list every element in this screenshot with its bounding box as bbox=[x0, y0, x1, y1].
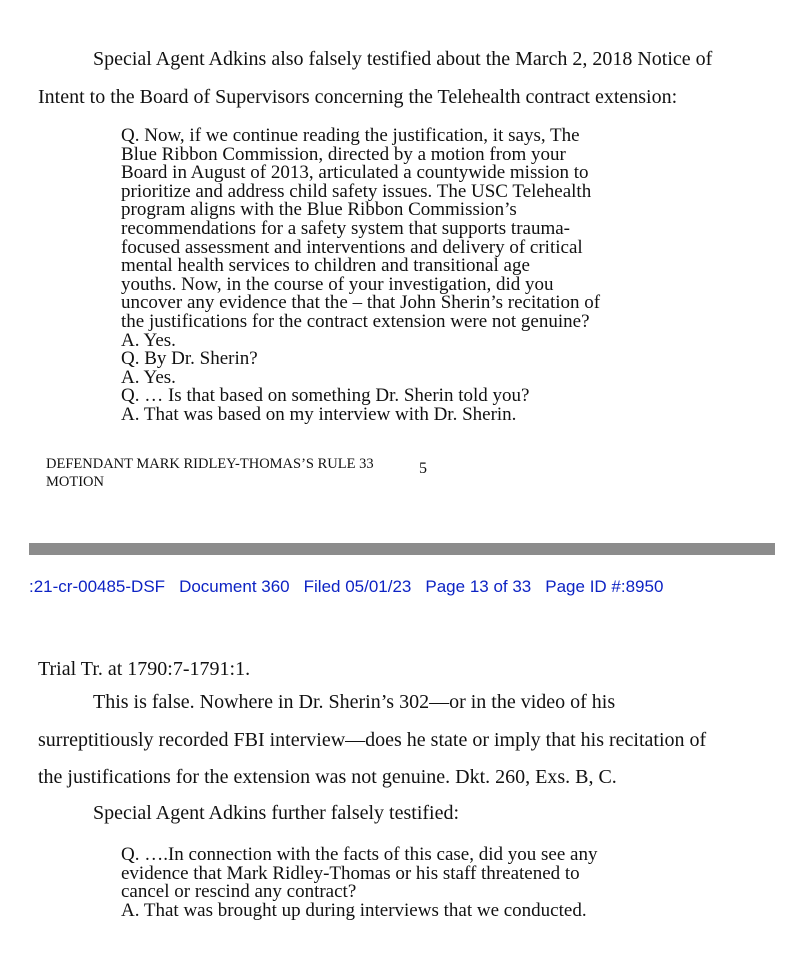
quote-line: evidence that Mark Ridley-Thomas or his staff threatened to bbox=[121, 862, 580, 884]
quote-line: Q. By Dr. Sherin? bbox=[121, 348, 258, 370]
case-number: :21-cr-00485-DSF bbox=[29, 577, 166, 596]
testimony-block-quote bbox=[121, 127, 600, 425]
quote-line: Blue Ribbon Commission, directed by a motion from your bbox=[121, 143, 566, 165]
document-number: Document 360 bbox=[179, 577, 290, 596]
intro-paragraph-2: Special Agent Adkins further falsely testified: bbox=[93, 802, 460, 824]
citation: Trial Tr. at 1790:7-1791:1. bbox=[38, 658, 251, 680]
quote-line: A. Yes. bbox=[121, 329, 176, 351]
body-paragraph-line-1: This is false. Nowhere in Dr. Sherin’s 302—or in the video of his bbox=[93, 691, 616, 713]
body-paragraph-line-2: surreptitiously recorded FBI interview—does he state or imply that his recitation of bbox=[38, 729, 707, 751]
quote-line: Q. Now, if we continue reading the justification, it says, The bbox=[121, 125, 580, 146]
footer-line-1: DEFENDANT MARK RIDLEY-THOMAS’S RULE 33 bbox=[46, 456, 374, 472]
filing-header bbox=[29, 577, 677, 597]
quote-line: the justifications for the contract extension were not genuine? bbox=[121, 310, 590, 332]
quote-line: Q. ….In connection with the facts of this case, did you see any bbox=[121, 844, 598, 865]
quote-line: youths. Now, in the course of your investigation, did you bbox=[121, 273, 554, 295]
body-paragraph-line-3: the justifications for the extension was not genuine. Dkt. 260, Exs. B, C. bbox=[38, 766, 617, 788]
page-footer-title bbox=[46, 455, 374, 491]
quote-line: program aligns with the Blue Ribbon Commission’s bbox=[121, 199, 517, 221]
footer-line-2: MOTION bbox=[46, 474, 104, 490]
quote-line: A. Yes. bbox=[121, 366, 176, 388]
intro-paragraph-line-2: Intent to the Board of Supervisors concerning the Telehealth contract extension: bbox=[38, 86, 678, 108]
quote-line: cancel or rescind any contract? bbox=[121, 881, 357, 903]
filed-date: Filed 05/01/23 bbox=[303, 577, 412, 596]
quote-line: mental health services to children and transitional age bbox=[121, 255, 530, 277]
quote-line: A. That was based on my interview with Dr. Sherin. bbox=[121, 403, 517, 425]
page-id: Page ID #:8950 bbox=[545, 577, 664, 596]
page-of: Page 13 of 33 bbox=[425, 577, 532, 596]
quote-line: recommendations for a safety system that supports trauma- bbox=[121, 217, 571, 239]
quote-line: prioritize and address child safety issues. The USC Telehealth bbox=[121, 180, 592, 202]
testimony-block-quote-2 bbox=[121, 846, 597, 920]
page-divider bbox=[29, 543, 775, 555]
quote-line: focused assessment and interventions and delivery of critical bbox=[121, 236, 583, 258]
page-number: 5 bbox=[419, 460, 427, 477]
quote-line: A. That was brought up during interviews that we conducted. bbox=[121, 899, 587, 921]
quote-line: uncover any evidence that the – that John Sherin’s recitation of bbox=[121, 292, 601, 314]
intro-paragraph-line-1: Special Agent Adkins also falsely testified about the March 2, 2018 Notice of bbox=[93, 48, 713, 70]
quote-line: Q. … Is that based on something Dr. Sherin told you? bbox=[121, 385, 530, 407]
quote-line: Board in August of 2013, articulated a countywide mission to bbox=[121, 162, 589, 184]
